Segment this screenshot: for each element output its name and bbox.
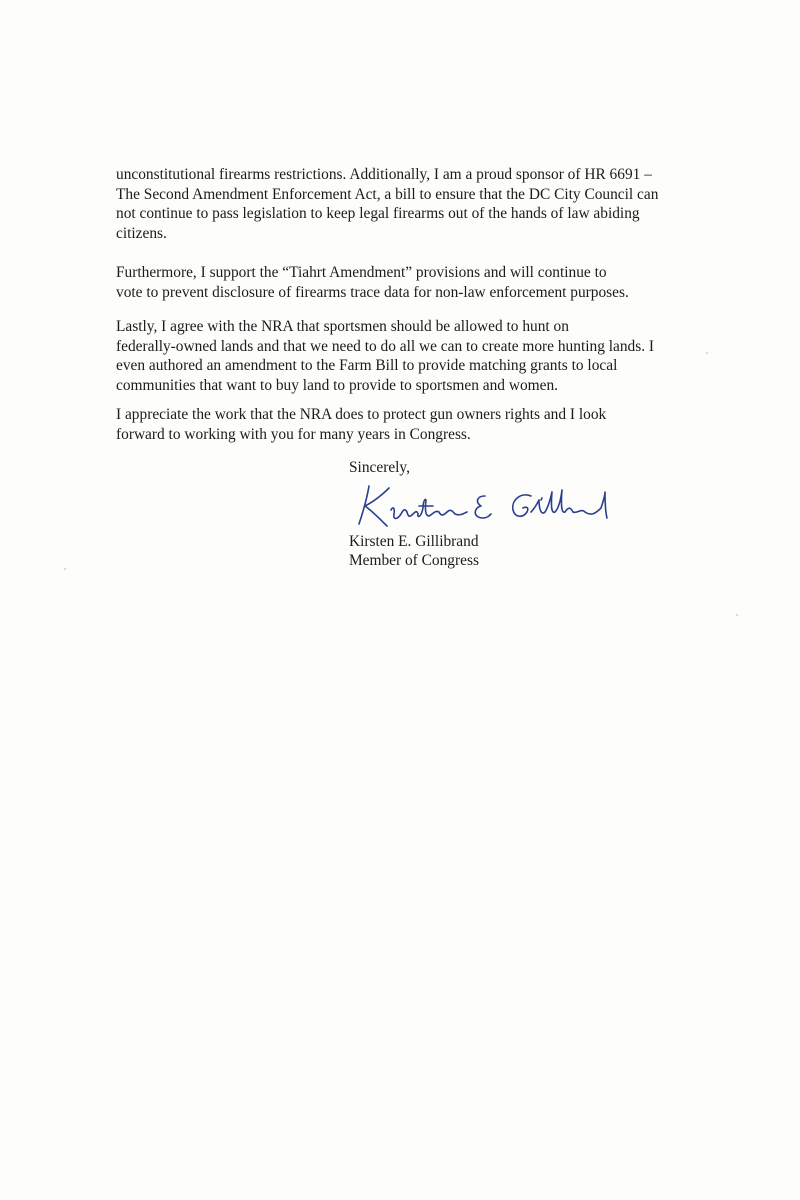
paragraph-appreciation: I appreciate the work that the NRA does to protect gun owners rights and I look forward to working with you for many years in Congress.: [116, 406, 607, 443]
paragraph-constitutional: unconstitutional firearms restrictions. Additionally, I am a proud sponsor of HR 6691 – The Second Amendment Enforcement Act, a bill to ensure that the DC City Council can not continue to pass legislation to keep legal firearms out of the hands of law abiding citizens.: [116, 166, 659, 242]
scan-speck: [736, 614, 738, 616]
scan-speck: [706, 352, 708, 354]
scan-speck: [64, 568, 66, 570]
closing-salutation: Sincerely,: [349, 459, 410, 476]
signer-name: Kirsten E. Gillibrand: [349, 533, 479, 550]
handwritten-signature: [355, 478, 615, 534]
paragraph-tiahrt: Furthermore, I support the “Tiahrt Amendment” provisions and will continue to vote to prevent disclosure of firearms trace data for non-law enforcement purposes.: [116, 264, 629, 301]
signer-title: Member of Congress: [349, 552, 479, 569]
paragraph-hunting-lands: Lastly, I agree with the NRA that sportsmen should be allowed to hunt on federally-owned lands and that we need to do all we can to create more hunting lands. I even authored an amendment to the Farm Bill to provide matching grants to local communities that want to buy land to provide to sportsmen and women.: [116, 318, 655, 394]
